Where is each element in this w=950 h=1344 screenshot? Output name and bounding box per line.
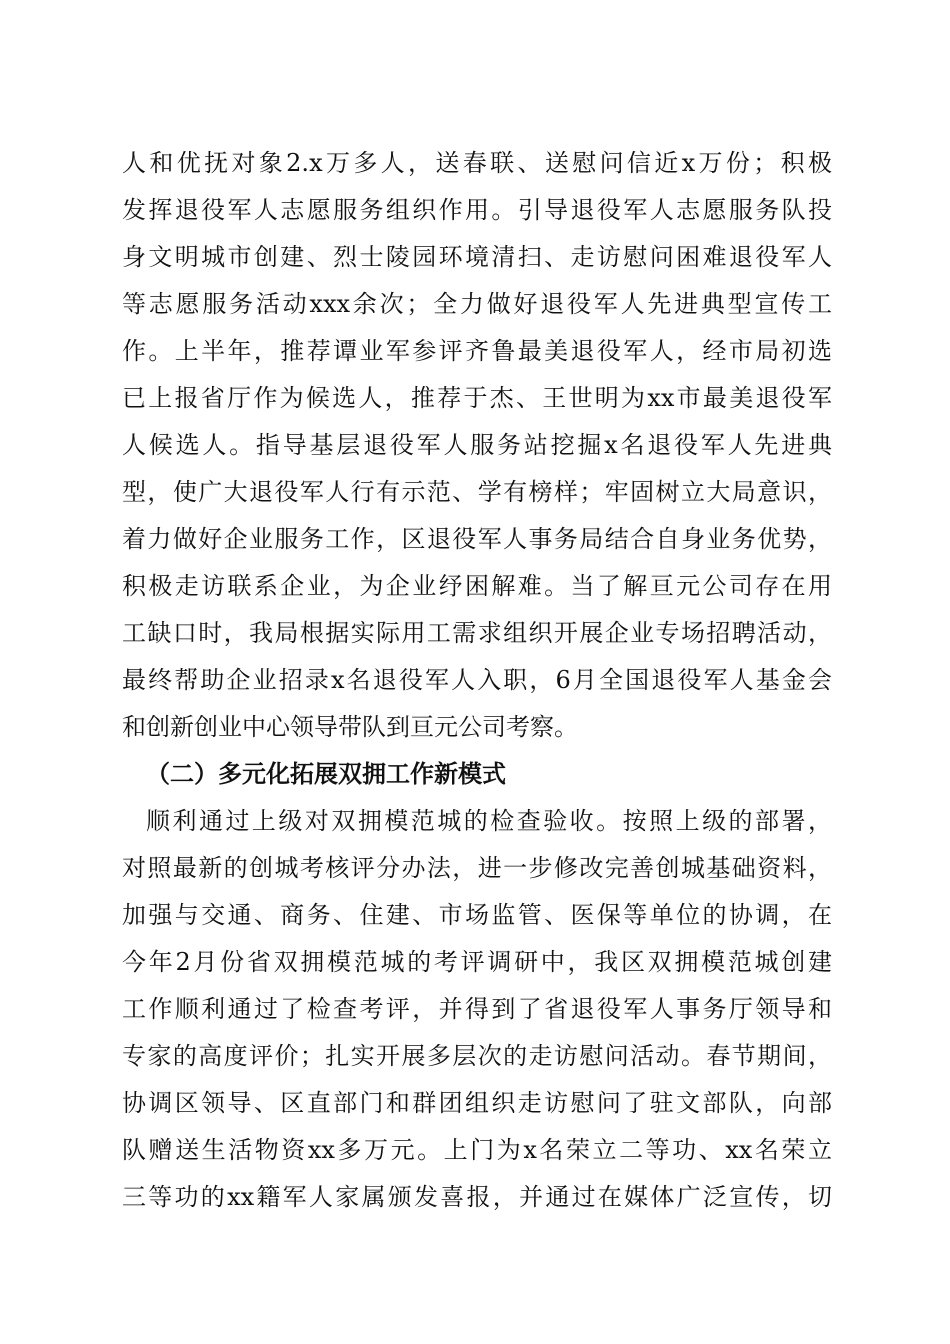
text-line: 队赠送生活物资xx多万元。上门为x名荣立二等功、xx名荣立	[122, 1136, 832, 1164]
text-line: 身文明城市创建、烈士陵园环境清扫、走访慰问困难退役军人	[122, 243, 832, 271]
text-line: 三等功的xx籍军人家属颁发喜报，并通过在媒体广泛宣传，切	[122, 1183, 832, 1211]
text-line: 协调区领导、区直部门和群团组织走访慰问了驻文部队，向部	[122, 1089, 832, 1117]
text-line: 工作顺利通过了检查考评，并得到了省退役军人事务厅领导和	[122, 995, 832, 1023]
text-line: 加强与交通、商务、住建、市场监管、医保等单位的协调，在	[122, 901, 832, 929]
text-line: 积极走访联系企业，为企业纾困解难。当了解亘元公司存在用	[122, 572, 832, 600]
text-line: 专家的高度评价；扎实开展多层次的走访慰问活动。春节期间，	[122, 1042, 832, 1070]
text-line: 型，使广大退役军人行有示范、学有榜样；牢固树立大局意识，	[122, 478, 832, 506]
text-line: 和创新创业中心领导带队到亘元公司考察。	[122, 713, 578, 741]
text-line: 今年2月份省双拥模范城的考评调研中，我区双拥模范城创建	[122, 948, 832, 976]
text-line: 作。上半年，推荐谭业军参评齐鲁最美退役军人，经市局初选	[122, 337, 832, 365]
text-line: 最终帮助企业招录x名退役军人入职，6月全国退役军人基金会	[122, 666, 832, 694]
text-line: 发挥退役军人志愿服务组织作用。引导退役军人志愿服务队投	[122, 196, 832, 224]
text-line: 人和优抚对象2.x万多人，送春联、送慰问信近x万份；积极	[122, 149, 832, 177]
section-heading: （二）多元化拓展双拥工作新模式	[146, 759, 506, 788]
text-line: 对照最新的创城考核评分办法，进一步修改完善创城基础资料，	[122, 854, 832, 882]
text-line: 已上报省厅作为候选人，推荐于杰、王世明为xx市最美退役军	[122, 384, 832, 412]
text-line: 等志愿服务活动xxx余次；全力做好退役军人先进典型宣传工	[122, 290, 832, 318]
text-line: 工缺口时，我局根据实际用工需求组织开展企业专场招聘活动，	[122, 619, 832, 647]
text-line: 着力做好企业服务工作，区退役军人事务局结合自身业务优势，	[122, 525, 832, 553]
text-line: 人候选人。指导基层退役军人服务站挖掘x名退役军人先进典	[122, 431, 832, 459]
text-line: 顺利通过上级对双拥模范城的检查验收。按照上级的部署，	[146, 807, 832, 835]
